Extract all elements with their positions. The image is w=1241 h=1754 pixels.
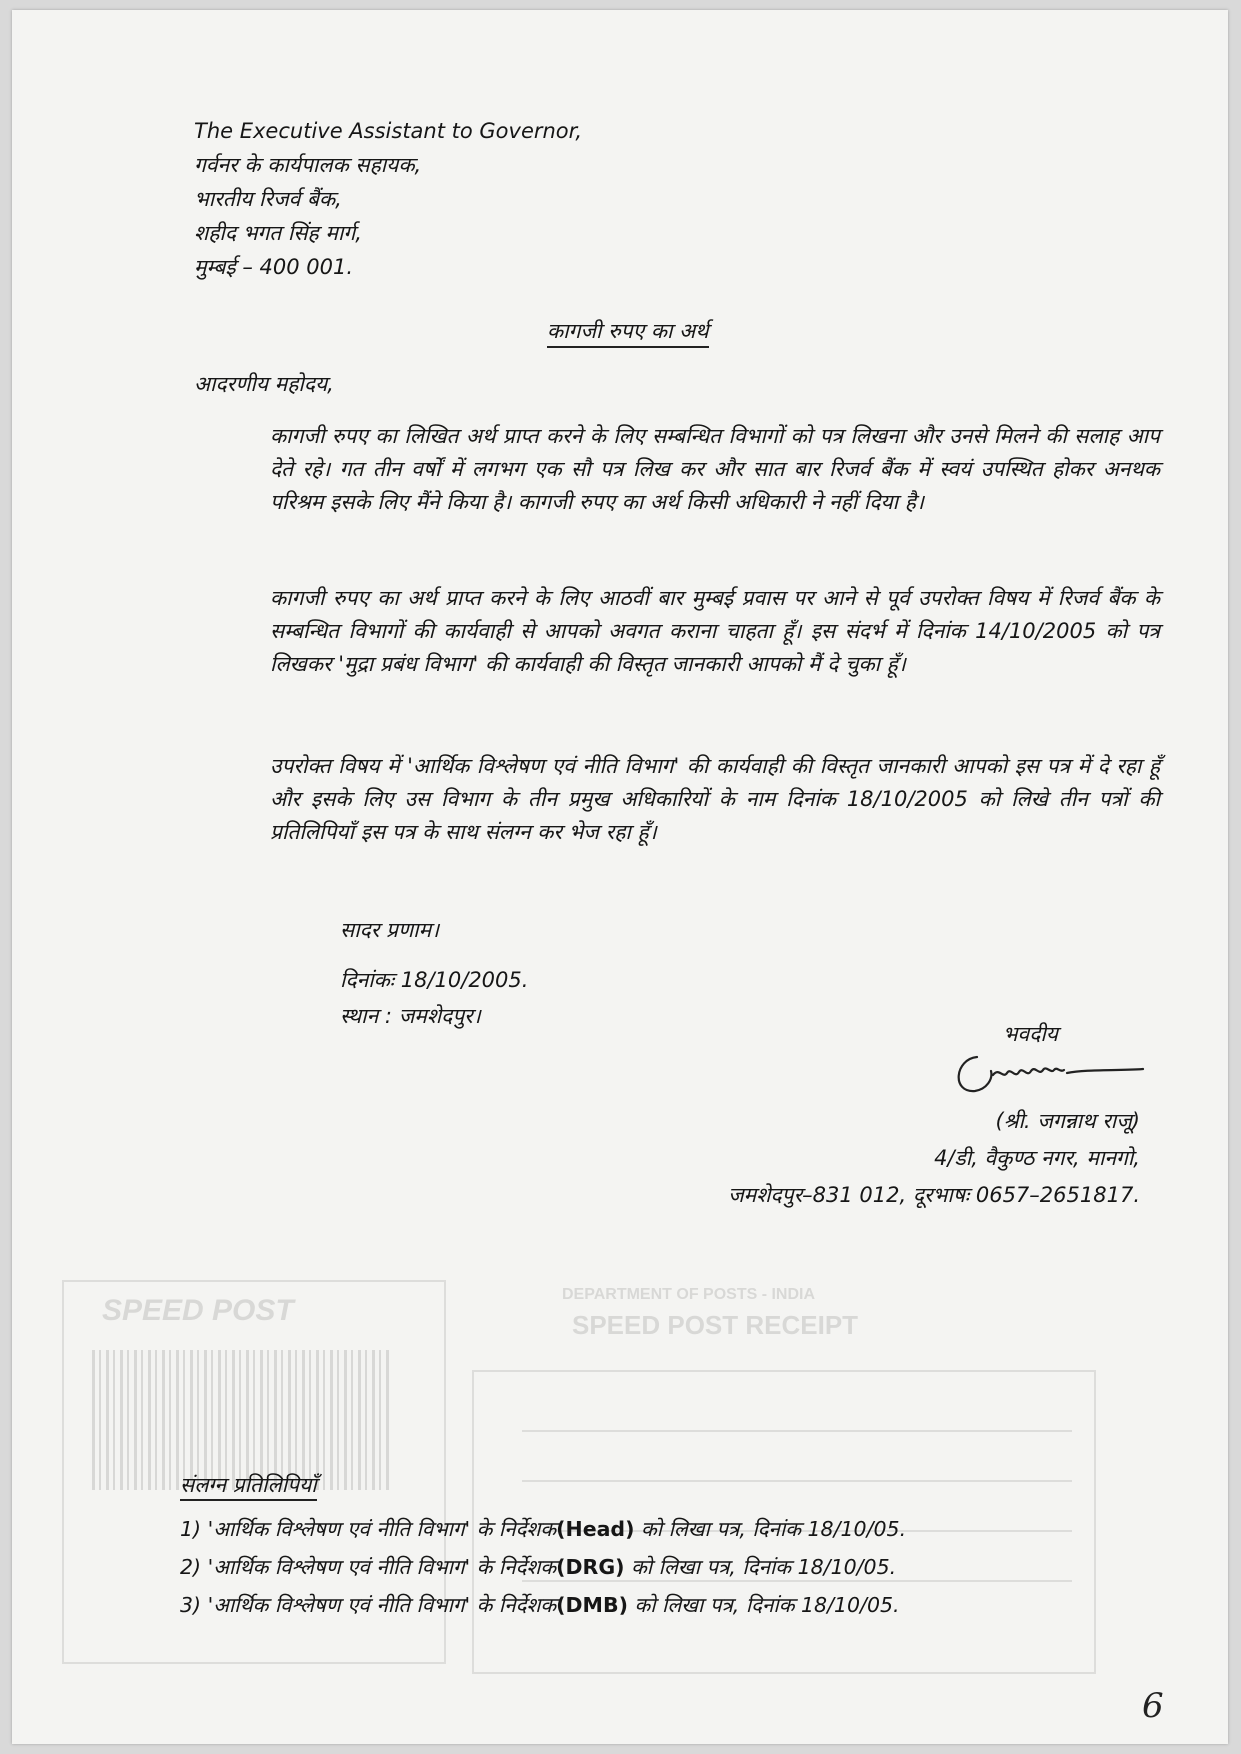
- enclosure-text: 'आर्थिक विश्लेषण एवं नीति विभाग' के निर्देशक: [207, 1555, 557, 1579]
- enclosure-number: 1): [180, 1517, 202, 1541]
- enclosure-role: (Head): [556, 1517, 635, 1541]
- recipient-line-4: शहीद भगत सिंह मार्ग,: [194, 221, 362, 245]
- ghost-receipt-title: SPEED POST RECEIPT: [572, 1310, 859, 1340]
- enclosure-number: 2): [180, 1555, 202, 1579]
- page-number: 6: [1142, 1686, 1164, 1726]
- recipient-line-2: गर्वनर के कार्यपालक सहायक,: [194, 153, 422, 177]
- enclosure-item: [180, 1586, 906, 1624]
- enclosure-item: [180, 1548, 906, 1586]
- handwritten-signature: [947, 1045, 1147, 1105]
- sender-city-phone: जमशेदपुर–831 012, दूरभाषः 0657–2651817.: [728, 1183, 1140, 1207]
- closing-block: [340, 912, 528, 1034]
- letter-page: [12, 10, 1228, 1744]
- regards-text: सादर प्रणाम।: [340, 918, 440, 942]
- subject-heading: कागजी रुपए का अर्थ: [547, 317, 709, 348]
- sender-address: 4/डी, वैकुण्ठ नगर, मानगो,: [934, 1146, 1140, 1170]
- ghost-department: DEPARTMENT OF POSTS - INDIA: [562, 1286, 816, 1303]
- enclosure-item: [180, 1510, 906, 1548]
- letter-place: स्थान : जमशेदपुर।: [340, 1004, 481, 1028]
- enclosure-text: 'आर्थिक विश्लेषण एवं नीति विभाग' के निर्देशक: [207, 1593, 557, 1617]
- enclosure-date: को लिखा पत्र, दिनांक 18/10/05.: [634, 1517, 907, 1541]
- enclosure-text: 'आर्थिक विश्लेषण एवं नीति विभाग' के निर्देशक: [207, 1517, 557, 1541]
- enclosure-role: (DMB): [556, 1593, 628, 1617]
- recipient-line-3: भारतीय रिजर्व बैंक,: [194, 187, 342, 211]
- body-paragraph-3: उपरोक्त विषय में 'आर्थिक विश्लेषण एवं नीति विभाग' की कार्यवाही की विस्तृत जानकारी आपको इस पत्र में दे रहा हूँ और इसके लिए उस विभाग के तीन प्रमुख अधिकारियों के नाम दिनांक 18/10/2005 को लिखे तीन पत्रों की प्रतिलिपियाँ इस पत्र के साथ संलग्न कर भेज रहा हूँ।: [270, 754, 1160, 844]
- enclosure-date: को लिखा पत्र, दिनांक 18/10/05.: [627, 1593, 900, 1617]
- recipient-line-5: मुम्बई – 400 001.: [194, 255, 354, 279]
- sender-details: [728, 1103, 1140, 1214]
- sign-off: भवदीय: [1002, 1022, 1058, 1046]
- ghost-barcode: [92, 1350, 392, 1490]
- letter-date: दिनांकः 18/10/2005.: [340, 968, 529, 992]
- ghost-speed-post-logo: SPEED POST: [102, 1294, 294, 1327]
- enclosure-role: (DRG): [556, 1555, 625, 1579]
- enclosures-title: संलग्न प्रतिलिपियाँ: [180, 1471, 317, 1501]
- recipient-address: [194, 114, 582, 284]
- enclosures-list: [180, 1510, 906, 1624]
- recipient-line-1: The Executive Assistant to Governor,: [194, 119, 583, 143]
- salutation: आदरणीय महोदय,: [194, 372, 334, 396]
- enclosure-number: 3): [180, 1593, 202, 1617]
- enclosure-date: को लिखा पत्र, दिनांक 18/10/05.: [624, 1555, 897, 1579]
- sender-name: (श्री. जगन्नाथ राजू): [995, 1109, 1140, 1133]
- body-paragraph-1: कागजी रुपए का लिखित अर्थ प्राप्त करने के लिए सम्बन्धित विभागों को पत्र लिखना और उनसे मिलने की सलाह आप देते रहे। गत तीन वर्षों में लगभग एक सौ पत्र लिख कर और सात बार रिजर्व बैंक में स्वयं उपस्थित होकर अनथक परिश्रम इसके लिए मैंने किया है। कागजी रुपए का अर्थ किसी अधिकारी ने नहीं दिया है।: [270, 424, 1160, 514]
- body-paragraph-2: कागजी रुपए का अर्थ प्राप्त करने के लिए आठवीं बार मुम्बई प्रवास पर आने से पूर्व उपरोक्त विषय में रिजर्व बैंक के सम्बन्धित विभागों की कार्यवाही से आपको अवगत कराना चाहता हूँ। इस संदर्भ में दिनांक 14/10/2005 को पत्र लिखकर 'मुद्रा प्रबंध विभाग' की कार्यवाही की विस्तृत जानकारी आपको मैं दे चुका हूँ।: [270, 586, 1160, 676]
